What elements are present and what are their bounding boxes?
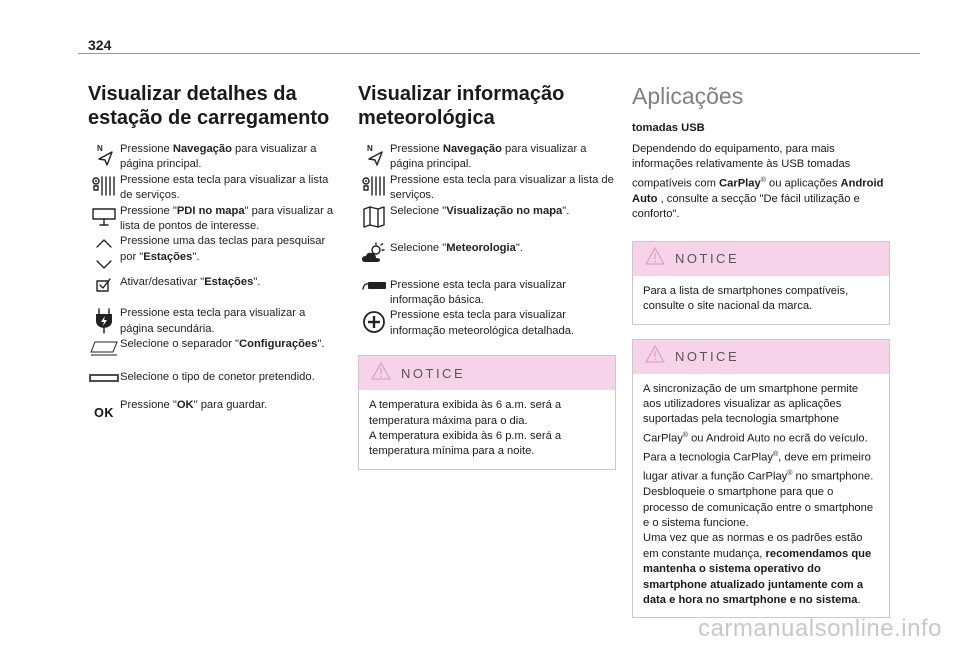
notice-box-sync [632, 339, 890, 619]
subheading-usb: tomadas USB [632, 122, 705, 134]
chevron-up-down-icon [88, 234, 120, 275]
notice-body [633, 374, 889, 618]
section-title-charging: Visualizar detalhes da estação de carregamento [88, 83, 330, 129]
notice-paragraph: Uma vez que as normas e os padrões estão em constante mudança, recomendamos que mantenha o sistema operativo do smartphone atualizado juntamente com a data e hora no smartphone e no sistema. [643, 532, 872, 607]
instruction-step [358, 241, 616, 266]
notice-title: NOTICE [675, 251, 740, 267]
step-text: Pressione esta tecla para visualizar informação meteorológica detalhada. [390, 309, 575, 337]
notice-header [359, 356, 615, 390]
notice-body [359, 390, 615, 469]
steps-list-charging [88, 142, 340, 420]
instruction-step [88, 234, 340, 275]
instruction-step [88, 398, 340, 420]
notice-line: A temperatura exibida às 6 a.m. será a temperatura máxima para o dia. [369, 399, 562, 427]
navigation-arrow-icon [358, 142, 390, 167]
step-text: Pressione "PDI no mapa" para visualizar a lista de pontos de interesse. [120, 204, 334, 233]
step-text: Pressione uma das teclas para pesquisar por "Estações". [120, 235, 326, 263]
instruction-step [358, 173, 616, 204]
step-text: Ativar/desativar "Estações". [120, 276, 261, 289]
notice-paragraph: A sincronização de um smartphone permite aos utilizadores visualizar as aplicações suportadas pela tecnologia smartphone CarPlay® ou Android Auto no ecrã do veículo. Para a tecnologia CarPlay®, deve em primeiro lugar ativar a função CarPlay® no smartphone. [643, 382, 874, 483]
svg-text:N: N [97, 144, 103, 153]
instruction-step [88, 173, 340, 204]
plus-circle-icon [358, 308, 390, 335]
step-text: Pressione esta tecla para visualizar a página secundária. [120, 307, 306, 335]
column-charging-station [88, 82, 340, 420]
services-list-icon [358, 173, 390, 198]
instruction-step [358, 308, 616, 339]
instruction-step [88, 337, 340, 358]
notice-title: NOTICE [401, 365, 466, 381]
warning-triangle-icon [371, 362, 391, 385]
instruction-step [88, 142, 340, 173]
notice-header [633, 340, 889, 374]
watermark: carmanualsonline.info [698, 615, 942, 642]
instruction-step [88, 370, 340, 385]
step-text: Pressione esta tecla para visualizar a lista de serviços. [120, 173, 329, 202]
page-number: 324 [88, 37, 112, 53]
warning-triangle-icon [645, 247, 665, 270]
ok-icon: OK [94, 405, 114, 420]
tab-separator-icon [88, 337, 120, 358]
step-text: Pressione Navegação para visualizar a página principal. [390, 143, 587, 171]
step-text: Selecione "Meteorologia". [390, 241, 523, 254]
map-view-icon [358, 204, 390, 229]
step-text: Selecione o separador "Configurações". [120, 338, 325, 351]
step-text: Pressione "OK" para guardar. [120, 398, 268, 411]
notice-line: A temperatura exibida às 6 p.m. será a temperatura mínima para a noite. [369, 430, 562, 458]
charging-plug-icon [88, 306, 120, 335]
notice-title: NOTICE [675, 349, 740, 365]
notice-box-temperature [358, 355, 616, 470]
notice-paragraph: Desbloqueie o smartphone para que o processo de comunicação entre o smartphone e o sistema funcione. [643, 486, 874, 530]
section-title-applications: Aplicações [632, 83, 744, 109]
instruction-step [358, 142, 616, 173]
notice-header [633, 242, 889, 276]
step-text: Pressione Navegação para visualizar a página principal. [120, 143, 317, 171]
column-applications [632, 82, 890, 618]
usb-intro-paragraph: Dependendo do equipamento, para mais informações relativamente às USB tomadas compatíveis com CarPlay® ou aplicações Android Auto , consulte a secção "De fácil utilização e conforto". [632, 143, 884, 221]
column-weather [358, 82, 616, 470]
instruction-step [88, 306, 340, 337]
services-list-icon [88, 173, 120, 198]
step-text: Selecione "Visualização no mapa". [390, 204, 570, 217]
checkbox-icon [88, 275, 120, 294]
header-rule [78, 53, 920, 54]
instruction-step [88, 204, 340, 235]
warning-triangle-icon [645, 345, 665, 368]
notice-body: Para a lista de smartphones compatíveis, consulte o site nacional da marca. [643, 284, 849, 313]
connector-bar-icon [88, 370, 120, 385]
instruction-step [88, 275, 340, 294]
navigation-arrow-icon [88, 142, 120, 167]
svg-text:N: N [367, 144, 373, 153]
instruction-step [358, 204, 616, 229]
steps-list-weather [358, 142, 616, 339]
step-text: Selecione o tipo de conetor pretendido. [120, 371, 315, 384]
notice-box-compatible [632, 241, 890, 325]
poi-map-icon [88, 204, 120, 229]
step-text: Pressione esta tecla para visualizar informação básica. [390, 278, 566, 307]
temperature-icon [358, 278, 390, 293]
weather-icon [358, 241, 390, 266]
instruction-step [358, 278, 616, 309]
step-text: Pressione esta tecla para visualizar a lista de serviços. [390, 173, 614, 202]
section-title-weather: Visualizar informação meteorológica [358, 83, 565, 129]
